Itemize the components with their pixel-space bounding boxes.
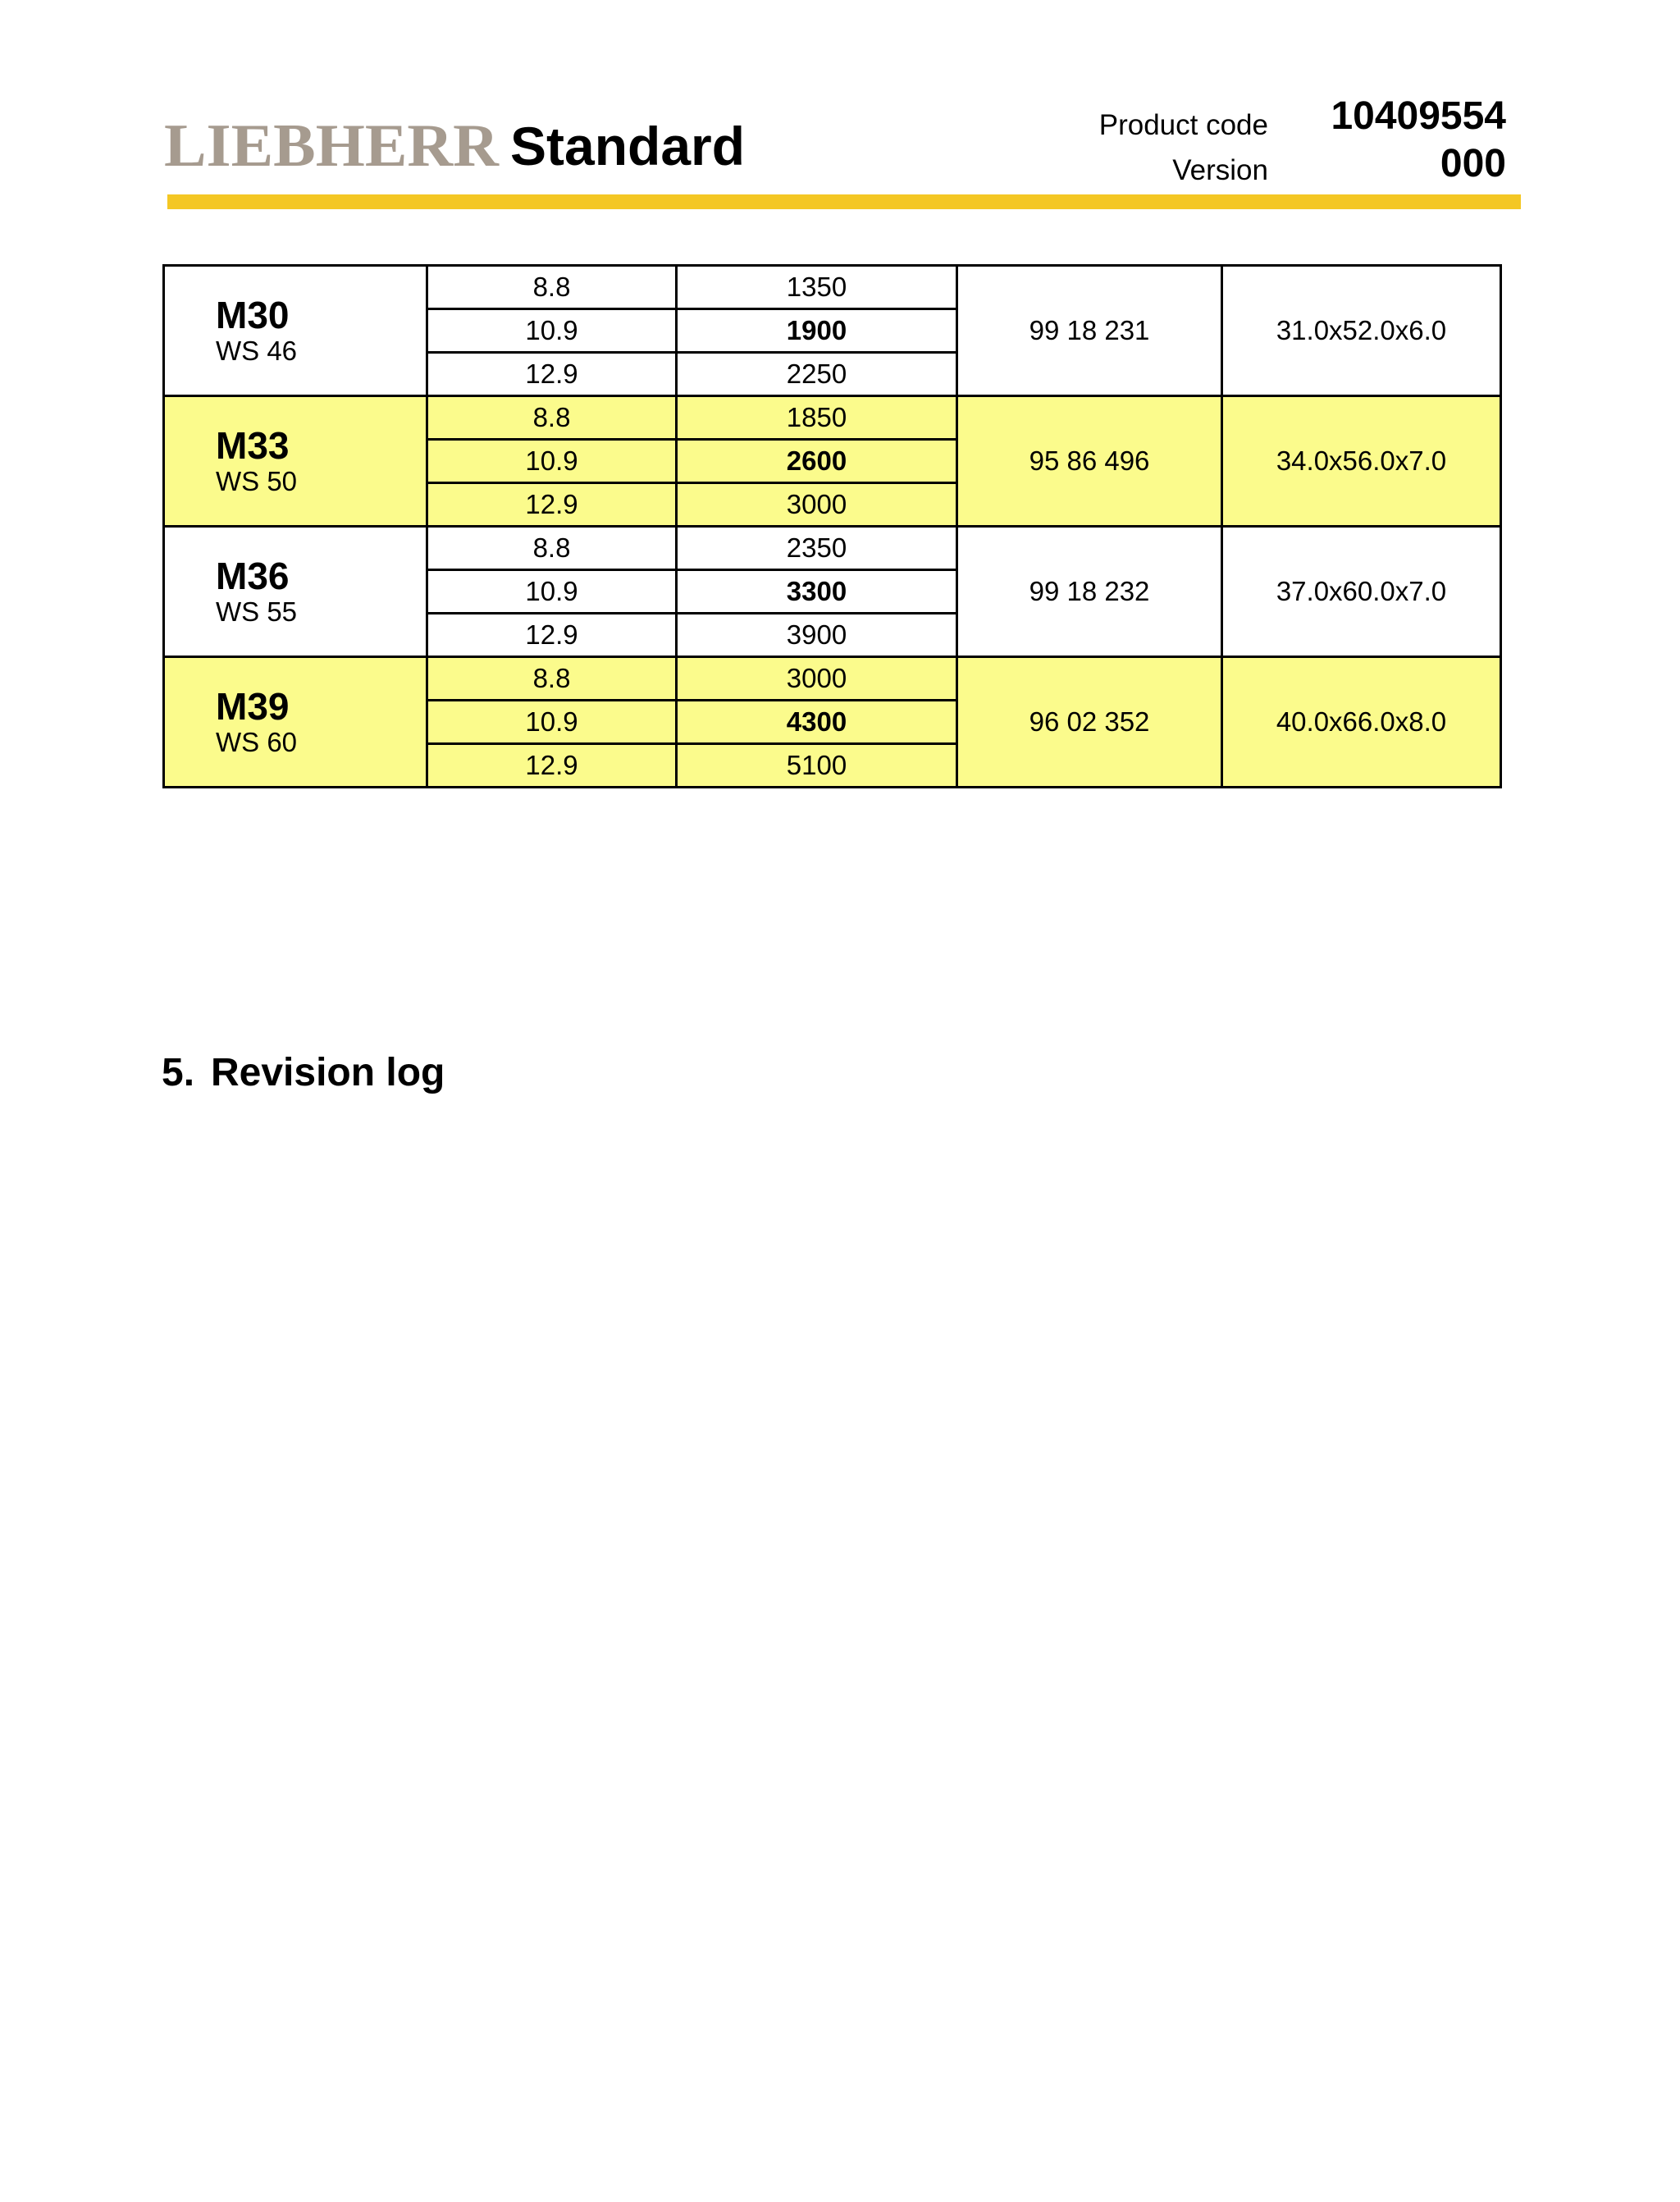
section-title: Revision log — [211, 1051, 445, 1094]
torque-value-cell: 1850 — [677, 396, 957, 440]
thread-size-cell — [164, 396, 427, 527]
strength-grade-cell: 8.8 — [427, 266, 677, 309]
torque-value-cell: 4300 — [677, 701, 957, 744]
table-body — [164, 266, 1501, 788]
wrench-size: WS 60 — [216, 727, 298, 757]
liebherr-logo-graphic — [164, 115, 500, 172]
part-number-cell: 99 18 232 — [957, 527, 1222, 657]
washer-dimensions-cell: 40.0x66.0x8.0 — [1222, 657, 1501, 788]
strength-grade-cell: 12.9 — [427, 744, 677, 788]
table-row — [164, 396, 1501, 440]
wrench-size: WS 50 — [216, 466, 298, 496]
part-number-cell: 99 18 231 — [957, 266, 1222, 396]
strength-grade-cell: 8.8 — [427, 527, 677, 570]
strength-grade-cell: 10.9 — [427, 440, 677, 483]
table-row — [164, 266, 1501, 309]
torque-value-cell: 3300 — [677, 570, 957, 614]
thread-size-cell — [164, 266, 427, 396]
thread-size: M36 — [216, 555, 290, 597]
bolt-specification-table — [162, 264, 1502, 788]
section-number: 5. — [162, 1051, 195, 1094]
product-code-value: 10409554 — [1331, 94, 1506, 138]
torque-value-cell: 2250 — [677, 353, 957, 396]
torque-value-cell: 1900 — [677, 309, 957, 353]
version-value: 000 — [1440, 142, 1506, 185]
wrench-size: WS 46 — [216, 336, 298, 366]
thread-size: M33 — [216, 424, 290, 467]
strength-grade-cell: 10.9 — [427, 701, 677, 744]
document-title: Standard — [510, 116, 746, 176]
torque-value-cell: 2350 — [677, 527, 957, 570]
logo-text: LIEBHERR — [164, 115, 500, 172]
wrench-size: WS 55 — [216, 596, 298, 627]
thread-size: M30 — [216, 294, 290, 336]
part-number-cell: 95 86 496 — [957, 396, 1222, 527]
thread-size-cell — [164, 527, 427, 657]
washer-dimensions-cell: 37.0x60.0x7.0 — [1222, 527, 1501, 657]
strength-grade-cell: 10.9 — [427, 570, 677, 614]
part-number-cell: 96 02 352 — [957, 657, 1222, 788]
strength-grade-cell: 12.9 — [427, 483, 677, 527]
strength-grade-cell: 8.8 — [427, 657, 677, 701]
torque-value-cell: 1350 — [677, 266, 957, 309]
product-code-label: Product code — [1098, 109, 1268, 141]
version-label: Version — [1172, 154, 1268, 186]
header-accent-bar — [167, 194, 1521, 209]
torque-value-cell: 5100 — [677, 744, 957, 788]
thread-size-cell — [164, 657, 427, 788]
washer-dimensions-cell: 31.0x52.0x6.0 — [1222, 266, 1501, 396]
strength-grade-cell: 8.8 — [427, 396, 677, 440]
torque-value-cell: 2600 — [677, 440, 957, 483]
table-row — [164, 527, 1501, 570]
torque-value-cell: 3000 — [677, 657, 957, 701]
strength-grade-cell: 10.9 — [427, 309, 677, 353]
liebherr-logo — [164, 115, 500, 172]
torque-value-cell: 3000 — [677, 483, 957, 527]
strength-grade-cell: 12.9 — [427, 614, 677, 657]
section-heading-revision-log — [162, 1048, 445, 1098]
torque-value-cell: 3900 — [677, 614, 957, 657]
thread-size: M39 — [216, 685, 290, 728]
table-row — [164, 657, 1501, 701]
washer-dimensions-cell: 34.0x56.0x7.0 — [1222, 396, 1501, 527]
strength-grade-cell: 12.9 — [427, 353, 677, 396]
